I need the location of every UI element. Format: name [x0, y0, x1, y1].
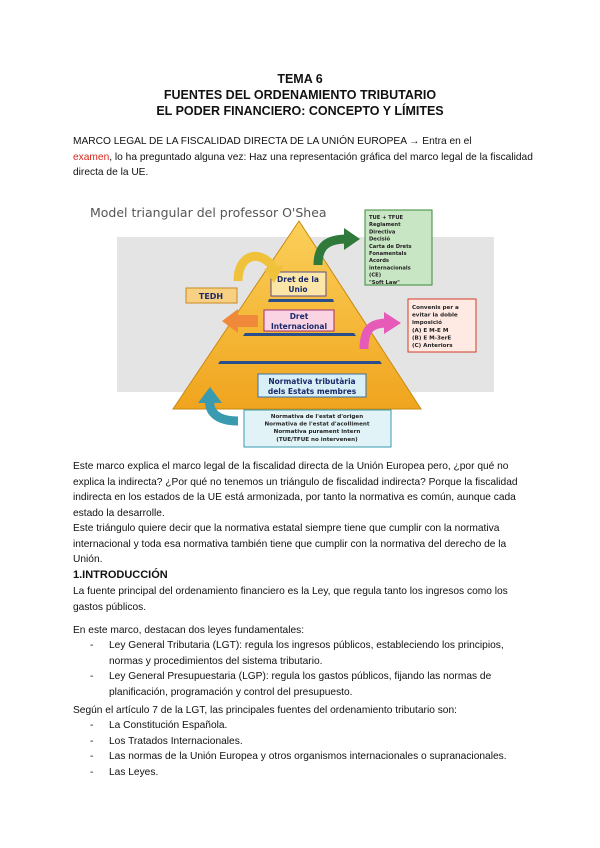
p2-line: Este triángulo quiere decir que la normativa estatal siempre tiene que cumplir con la normativa [73, 523, 500, 534]
eu-source-item: TUE + TFUE [369, 215, 404, 221]
paragraph-triangle-meaning [73, 521, 533, 568]
eu-law-label-1: Dret de la [277, 275, 319, 284]
eu-source-item: Carta de Drets [369, 243, 412, 250]
p3-line: gastos públicos. [73, 601, 147, 613]
intro-part2: , lo ha preguntado alguna vez: Haz una representación gráfica del marco legal de la fiscalidad [109, 151, 533, 163]
intro-part1: MARCO LEGAL DE LA FISCALIDAD DIRECTA DE LA UNIÓN EUROPEA → Entra en el [73, 136, 472, 147]
pyramid-band-3 [218, 361, 382, 364]
list-item: - La Constitución Española. [73, 718, 533, 734]
national-norm-item: (TUE/TFUE no intervenen) [276, 436, 358, 443]
list-item-text: planificación, programación y control del presupuesto. [109, 686, 353, 698]
doc-subtitle-1: FUENTES DEL ORDENAMIENTO TRIBUTARIO [163, 88, 437, 102]
paragraph-article-7: Según el artículo 7 de la LGT, las principales fuentes del ordenamiento tributario son: [73, 705, 457, 716]
eu-source-item: Fonamentals [369, 251, 407, 257]
p3-line: La fuente principal del ordenamiento financiero es la Ley, que regula tanto los ingresos como los [73, 586, 508, 597]
tedh-label: TEDH [198, 292, 224, 301]
p1-line: estado la desarrolle. [73, 507, 165, 519]
treaty-item: imposició [412, 320, 442, 327]
list-item: - Las Leyes. [73, 765, 533, 781]
paragraph-fundamental-laws: En este marco, destacan dos leyes fundamentales: [73, 625, 305, 636]
treaty-item: evitar la doble [412, 312, 458, 319]
pyramid-band-1 [268, 299, 334, 302]
national-law-label-2: dels Estats membres [267, 387, 357, 396]
paragraph-main-source [73, 584, 533, 615]
p1-line: explica la indirecta? ¿Por qué no tenemos un triángulo de fiscalidad indirecta? Porque la fiscalidad [73, 476, 518, 488]
doc-subtitle-2: EL PODER FINANCIERO: CONCEPTO Y LÍMITES [156, 104, 444, 118]
list-item-text: normas y procedimientos del sistema tributario. [109, 655, 323, 667]
national-norm-item: Normativa de l'estat d'origen [270, 414, 364, 420]
list-item [73, 669, 533, 700]
list-item [73, 638, 533, 669]
eu-source-item: Directiva [369, 229, 396, 236]
pyramid-band-2 [243, 333, 356, 336]
treaty-item: Convenis per a [412, 305, 459, 311]
eu-source-item: Reglament [369, 222, 401, 229]
list-item: - Los Tratados Internacionales. [73, 734, 533, 750]
list-item-text: Ley General Presupuestaria (LGP): regula los gastos públicos, fijando las normas de [109, 671, 492, 683]
intro-part3: directa de la UE. [73, 167, 149, 179]
list-item-text: Ley General Tributaria (LGT): regula los ingresos públicos, estableciendo los principios, [109, 640, 504, 651]
eu-source-item: "Soft Law" [369, 279, 400, 286]
intro-paragraph [73, 134, 533, 181]
exam-highlight: examen [73, 151, 110, 163]
eu-source-item: (CE) [369, 272, 382, 279]
sources-list [73, 718, 533, 780]
eu-source-item: Decisió [369, 236, 391, 243]
national-norms-list [264, 414, 369, 443]
national-norm-item: Normativa purament intern [273, 429, 361, 436]
doc-title: TEMA 6 [277, 72, 323, 86]
p1-line: indirecta en los estados de la UE está armonizada, por tanto la normativa es común, aunque cada [73, 492, 516, 504]
p2-line: Unión. [73, 554, 103, 566]
international-law-label-2: Internacional [270, 322, 328, 331]
treaty-item: (A) E M-E M [412, 327, 449, 334]
international-law-label-1: Dret [289, 312, 309, 321]
diagram-title: Model triangular del professor O'Shea [90, 205, 327, 220]
eu-law-label-2: Unio [288, 285, 308, 294]
p1-line: Este marco explica el marco legal de la fiscalidad directa de la Unión Europea pero, ¿por qué no [73, 461, 509, 472]
section-heading-introduccion: 1.INTRODUCCIÓN [73, 569, 168, 581]
treaty-item: (B) E M-3erE [412, 335, 452, 342]
laws-list [73, 638, 533, 700]
p2-line: internacional y toda esa normativa también tiene que cumplir con la normativa del derecho de la [73, 538, 507, 550]
eu-source-item: internacionals [369, 265, 411, 272]
national-norm-item: Normativa de l'estat d'acolliment [264, 421, 370, 428]
paragraph-explanation [73, 459, 533, 521]
treaty-item: (C) Anteriors [412, 343, 453, 349]
eu-source-item: Acords [369, 258, 390, 265]
list-item: - Las normas de la Unión Europea y otros organismos internacionales o supranacionales. [73, 749, 533, 765]
national-law-label-1: Normativa tributària [268, 377, 356, 386]
triangular-model-diagram [88, 199, 508, 454]
